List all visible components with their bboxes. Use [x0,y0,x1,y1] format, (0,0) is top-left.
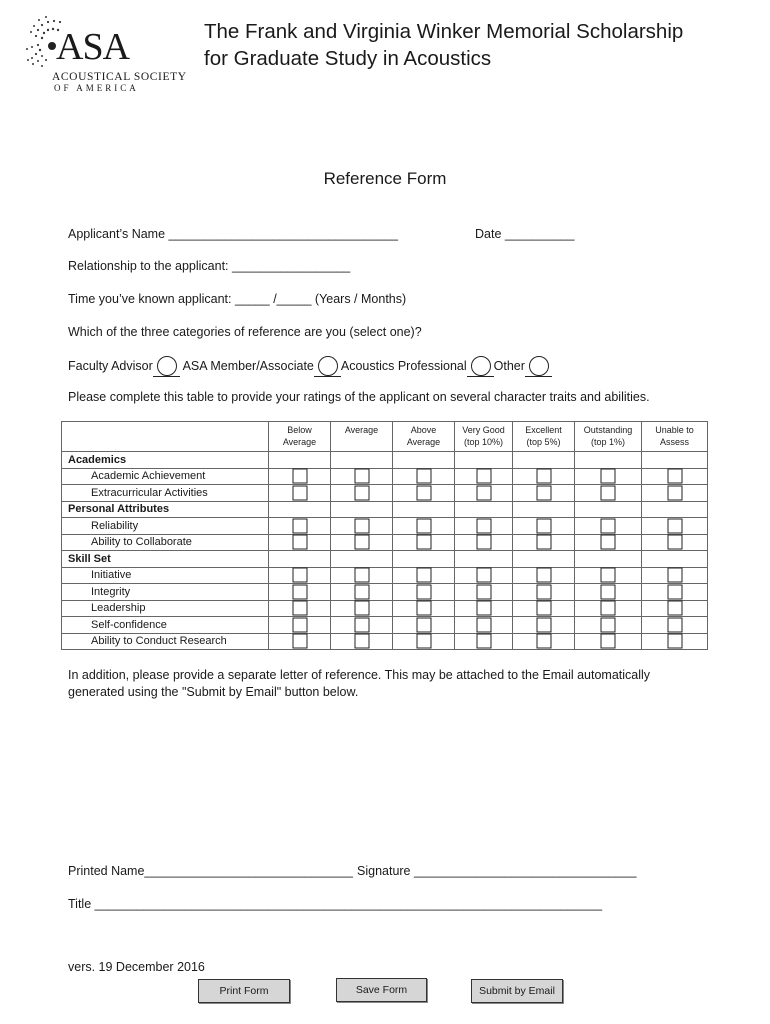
rating-cell [513,485,575,502]
print-form-button[interactable]: Print Form [198,979,290,1003]
section-cell [269,452,331,469]
rating-checkbox[interactable] [476,601,491,616]
rating-cell [575,485,642,502]
rating-cell [269,567,331,584]
rating-cell [575,468,642,485]
rating-cell [455,567,513,584]
rating-checkbox[interactable] [354,634,369,649]
rating-cell [331,518,393,535]
relationship-field[interactable]: Relationship to the applicant: _________________ [68,259,351,273]
rating-cell [393,567,455,584]
rating-cell [513,584,575,601]
section-cell [269,551,331,568]
rating-cell [642,518,708,535]
table-row [62,600,708,617]
rating-checkbox[interactable] [292,634,307,649]
table-section-row [62,452,708,469]
rating-checkbox[interactable] [292,518,307,533]
header-unable-to-assess: Unable to Assess [642,422,708,452]
rating-cell [642,567,708,584]
category-label-other: Other [493,359,525,373]
rating-cell [331,534,393,551]
section-cell [393,501,455,518]
rating-cell [575,633,642,650]
section-cell [455,551,513,568]
rating-cell [331,617,393,634]
rating-cell [513,468,575,485]
section-cell [331,551,393,568]
rating-cell [393,534,455,551]
rating-checkbox[interactable] [416,485,431,500]
header-below-average: Below Average [269,422,331,452]
radio-acoustics-professional[interactable] [471,356,491,376]
rating-cell [269,518,331,535]
rating-checkbox[interactable] [476,469,491,484]
section-cell [575,501,642,518]
rating-cell [269,617,331,634]
section-cell [642,551,708,568]
rating-checkbox[interactable] [536,568,551,583]
rating-checkbox[interactable] [476,584,491,599]
section-cell [331,501,393,518]
rating-checkbox[interactable] [601,584,616,599]
rating-checkbox[interactable] [667,469,682,484]
form-title: Reference Form [323,169,447,188]
version-text: vers. 19 December 2016 [68,960,205,974]
printed-name-field[interactable]: Printed Name______________________________ [68,864,353,878]
logo-subtitle: ACOUSTICAL SOCIETY [52,71,187,83]
applicant-name-field[interactable]: Applicant’s Name _________________________________ [68,227,398,241]
rating-cell [642,534,708,551]
rating-cell [575,617,642,634]
date-field[interactable]: Date __________ [475,227,575,241]
rating-checkbox[interactable] [354,568,369,583]
rating-checkbox[interactable] [354,469,369,484]
radio-asa-member[interactable] [318,356,338,376]
rating-cell [393,584,455,601]
section-label: Personal Attributes [62,501,269,518]
rating-checkbox[interactable] [354,584,369,599]
rating-checkbox[interactable] [416,518,431,533]
rating-cell [331,584,393,601]
rating-checkbox[interactable] [536,584,551,599]
rating-cell [642,633,708,650]
rating-cell [575,518,642,535]
header-excellent: Excellent (top 5%) [513,422,575,452]
radio-other[interactable] [529,356,549,376]
rating-checkbox[interactable] [601,634,616,649]
rating-checkbox[interactable] [416,535,431,550]
rating-checkbox[interactable] [416,601,431,616]
logo-text: ASA [56,26,130,68]
trait-label: Extracurricular Activities [62,485,269,502]
radio-faculty-advisor[interactable] [157,356,177,376]
rating-cell [455,617,513,634]
section-cell [513,501,575,518]
section-cell [269,501,331,518]
rating-checkbox[interactable] [292,568,307,583]
rating-cell [642,617,708,634]
rating-checkbox[interactable] [476,634,491,649]
rating-cell [575,600,642,617]
rating-checkbox[interactable] [476,518,491,533]
save-form-button[interactable]: Save Form [336,978,427,1002]
trait-label: Ability to Collaborate [62,534,269,551]
rating-checkbox[interactable] [601,617,616,632]
rating-checkbox[interactable] [476,568,491,583]
logo-subtitle-2: OF AMERICA [54,83,139,93]
section-cell [642,452,708,469]
section-cell [455,501,513,518]
rating-cell [455,534,513,551]
table-row [62,534,708,551]
rating-cell [455,584,513,601]
rating-checkbox[interactable] [536,601,551,616]
rating-cell [513,567,575,584]
rating-checkbox[interactable] [667,584,682,599]
rating-cell [642,468,708,485]
rating-checkbox[interactable] [601,568,616,583]
rating-checkbox[interactable] [354,617,369,632]
rating-cell [269,633,331,650]
table-section-row [62,501,708,518]
rating-cell [513,617,575,634]
rating-checkbox[interactable] [536,485,551,500]
header-outstanding: Outstanding (top 1%) [575,422,642,452]
rating-checkbox[interactable] [536,535,551,550]
category-options [68,356,552,377]
rating-cell [393,600,455,617]
rating-checkbox[interactable] [354,485,369,500]
rating-checkbox[interactable] [354,601,369,616]
rating-checkbox[interactable] [667,535,682,550]
section-cell [331,452,393,469]
category-label-professional: Acoustics Professional [340,359,467,373]
rating-cell [269,534,331,551]
trait-label: Integrity [62,584,269,601]
table-instruction: Please complete this table to provide your ratings of the applicant on several character traits and abilities. [68,390,650,404]
rating-checkbox[interactable] [667,568,682,583]
rating-checkbox[interactable] [354,518,369,533]
letter-note: In addition, please provide a separate letter of reference. This may be attached to the Email automatically generated using the "Submit by Email" button below. [68,668,651,699]
rating-checkbox[interactable] [292,469,307,484]
rating-checkbox[interactable] [667,485,682,500]
rating-checkbox[interactable] [667,601,682,616]
rating-cell [513,534,575,551]
rating-cell [455,518,513,535]
rating-checkbox[interactable] [292,584,307,599]
rating-cell [642,600,708,617]
rating-cell [331,468,393,485]
rating-cell [331,567,393,584]
table-row [62,633,708,650]
rating-checkbox[interactable] [536,469,551,484]
trait-label: Reliability [62,518,269,535]
rating-checkbox[interactable] [292,601,307,616]
rating-cell [575,567,642,584]
section-cell [575,551,642,568]
rating-checkbox[interactable] [416,634,431,649]
rating-cell [393,485,455,502]
rating-cell [393,518,455,535]
rating-checkbox[interactable] [667,518,682,533]
signature-field[interactable]: Signature ________________________________ [357,864,637,878]
rating-cell [331,633,393,650]
rating-checkbox[interactable] [601,535,616,550]
rating-checkbox[interactable] [416,568,431,583]
rating-checkbox[interactable] [536,634,551,649]
table-row [62,485,708,502]
rating-cell [393,617,455,634]
section-cell [393,452,455,469]
table-section-row [62,551,708,568]
submit-by-email-button[interactable]: Submit by Email [471,979,563,1003]
time-known-field[interactable]: Time you’ve known applicant: _____ /_____ (Years / Months) [68,292,407,306]
rating-checkbox[interactable] [416,469,431,484]
rating-checkbox[interactable] [667,617,682,632]
trait-label: Academic Achievement [62,468,269,485]
section-cell [455,452,513,469]
rating-cell [393,468,455,485]
rating-cell [513,518,575,535]
section-cell [513,452,575,469]
rating-cell [513,633,575,650]
rating-checkbox[interactable] [667,634,682,649]
header-above-average: Above Average [393,422,455,452]
trait-label: Initiative [62,567,269,584]
rating-cell [455,485,513,502]
table-row [62,567,708,584]
rating-cell [455,600,513,617]
rating-checkbox[interactable] [292,617,307,632]
rating-checkbox[interactable] [601,518,616,533]
rating-cell [575,534,642,551]
rating-checkbox[interactable] [476,535,491,550]
rating-cell [642,584,708,601]
rating-cell [331,600,393,617]
rating-cell [269,600,331,617]
rating-checkbox[interactable] [354,535,369,550]
section-cell [513,551,575,568]
rating-cell [575,584,642,601]
rating-checkbox[interactable] [416,584,431,599]
rating-checkbox[interactable] [416,617,431,632]
category-label-faculty: Faculty Advisor [68,359,153,373]
section-label: Academics [62,452,269,469]
title-field[interactable]: Title _________________________________________________________________________ [68,897,603,911]
trait-label: Ability to Conduct Research [62,633,269,650]
rating-cell [455,468,513,485]
rating-cell [642,485,708,502]
section-cell [575,452,642,469]
rating-checkbox[interactable] [476,617,491,632]
trait-label: Self-confidence [62,617,269,634]
rating-checkbox[interactable] [476,485,491,500]
rating-cell [269,468,331,485]
trait-label: Leadership [62,600,269,617]
header-average: Average [331,422,393,452]
section-label: Skill Set [62,551,269,568]
rating-checkbox[interactable] [292,485,307,500]
section-cell [393,551,455,568]
section-cell [642,501,708,518]
rating-cell [269,485,331,502]
header-blank [62,422,269,452]
header-very-good: Very Good (top 10%) [455,422,513,452]
page-title: The Frank and Virginia Winker Memorial Scholarship for Graduate Study in Acoustics [204,20,684,70]
rating-checkbox[interactable] [601,601,616,616]
table-row [62,518,708,535]
table-row [62,584,708,601]
ratings-table [61,421,708,650]
rating-cell [455,633,513,650]
table-header-row [62,422,708,452]
rating-checkbox[interactable] [601,469,616,484]
rating-checkbox[interactable] [536,518,551,533]
rating-cell [269,584,331,601]
rating-cell [331,485,393,502]
category-label-member: ASA Member/Associate [182,359,314,373]
rating-checkbox[interactable] [536,617,551,632]
table-row [62,617,708,634]
table-row [62,468,708,485]
rating-checkbox[interactable] [601,485,616,500]
category-question: Which of the three categories of reference are you (select one)? [68,325,422,339]
rating-checkbox[interactable] [292,535,307,550]
rating-cell [513,600,575,617]
rating-cell [393,633,455,650]
